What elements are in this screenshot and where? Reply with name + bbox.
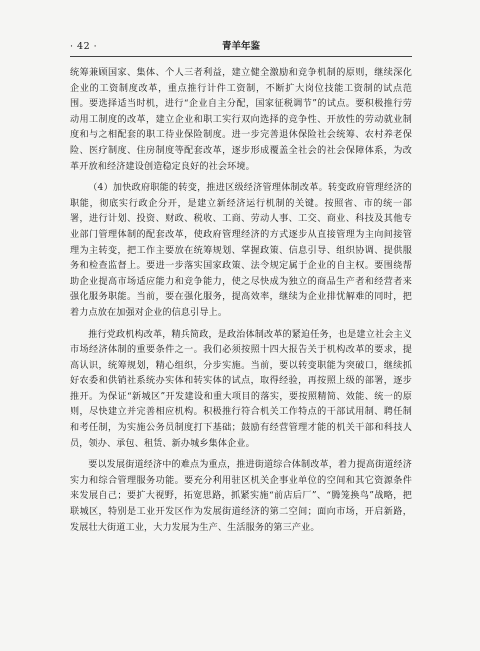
page-number: · 42 · [70,41,98,52]
page-header [70,40,412,57]
paragraph-4: 要以发展街道经济中的难点为重点，推进街道综合体制改革，着力提高街道经济实力和综合管理服务功能。要充分利用驻区机关企事业单位的空间和其它资源条件来发展自己；要扩大视野，拓宽思路，抓紧实施“前店后厂”、“腾笼换鸟”战略，把联城区，特别是工业开发区作为发展街道经济的第二空间；面向市场，开启新路，发展壮大街道工业，大力发展为生产、生活服务的第三产业。 [70,460,412,533]
body-text [70,66,412,536]
paragraph-2: （4）加快政府职能的转变，推进区级经济管理体制改革。转变政府管理经济的职能，彻底实行政企分开，是建立新经济运行机制的关键。按照省、市的统一部署，进行计划、投资、财政、税收、工商、劳动人事、工交、商业、科技及其他专业部门管理体制的配套改革，使政府管理经济的方式逐步从直接管理为主向间接管理为主转变，把工作主要放在统筹规划、掌握政策、信息引导、组织协调、提供服务和检查监督上。要进一步落实国家政策、法令规定属于企业的自主权。要围绕帮助企业提高市场适应能力和竞争能力，使之尽快成为独立的商品生产者和经营者来强化服务职能。当前，要在强化服务，提高效率，继续为企业排忧解难的同时，把着力点放在加强对企业的信息引导上。 [70,183,412,318]
running-title: 青羊年鉴 [221,41,260,52]
paragraph-3: 推行党政机构改革，精兵简政，是政治体制改革的紧迫任务，也是建立社会主义市场经济体制的重要条件之一。我们必须按照十四大报告关于机构改革的要求，提高认识，统筹规划，精心组织，分步实施。当前，要以转变职能为突破口，继续抓好农委和供销社系统办实体和转实体的试点，取得经验，再按照上级的部署，逐步推开。为保证“新城区”开发建设和重大项目的落实，要按照精简、效能、统一的原则，尽快建立并完善相应机构。积极推行符合机关工作特点的干部试用制、聘任制和考任制，为实施公务员制度打下基础；鼓励有经营管理才能的机关干部和科技人员，领办、承包、租赁、新办城乡集体企业。 [70,329,412,449]
paragraph-1: 统筹兼顾国家、集体、个人三者利益，建立健全激励和竞争机制的原则，继续深化企业的工资制度改革，重点推行计件工资制，不断扩大岗位技能工资制的试点范围。要选择适当时机，进行“企业自主分配，国家征税调节”的试点。要积极推行劳动用工制度的改革，建立企业和职工实行双向选择的竞争性、开放性的劳动就业制度和与之相配套的职工待业保险制度。进一步完善退休保险社会统筹、农村养老保险、医疗制度、住房制度等配套改革，逐步形成覆盖全社会的社会保障体系，为改革开放和经济建设创造稳定良好的社会环境。 [70,68,412,172]
